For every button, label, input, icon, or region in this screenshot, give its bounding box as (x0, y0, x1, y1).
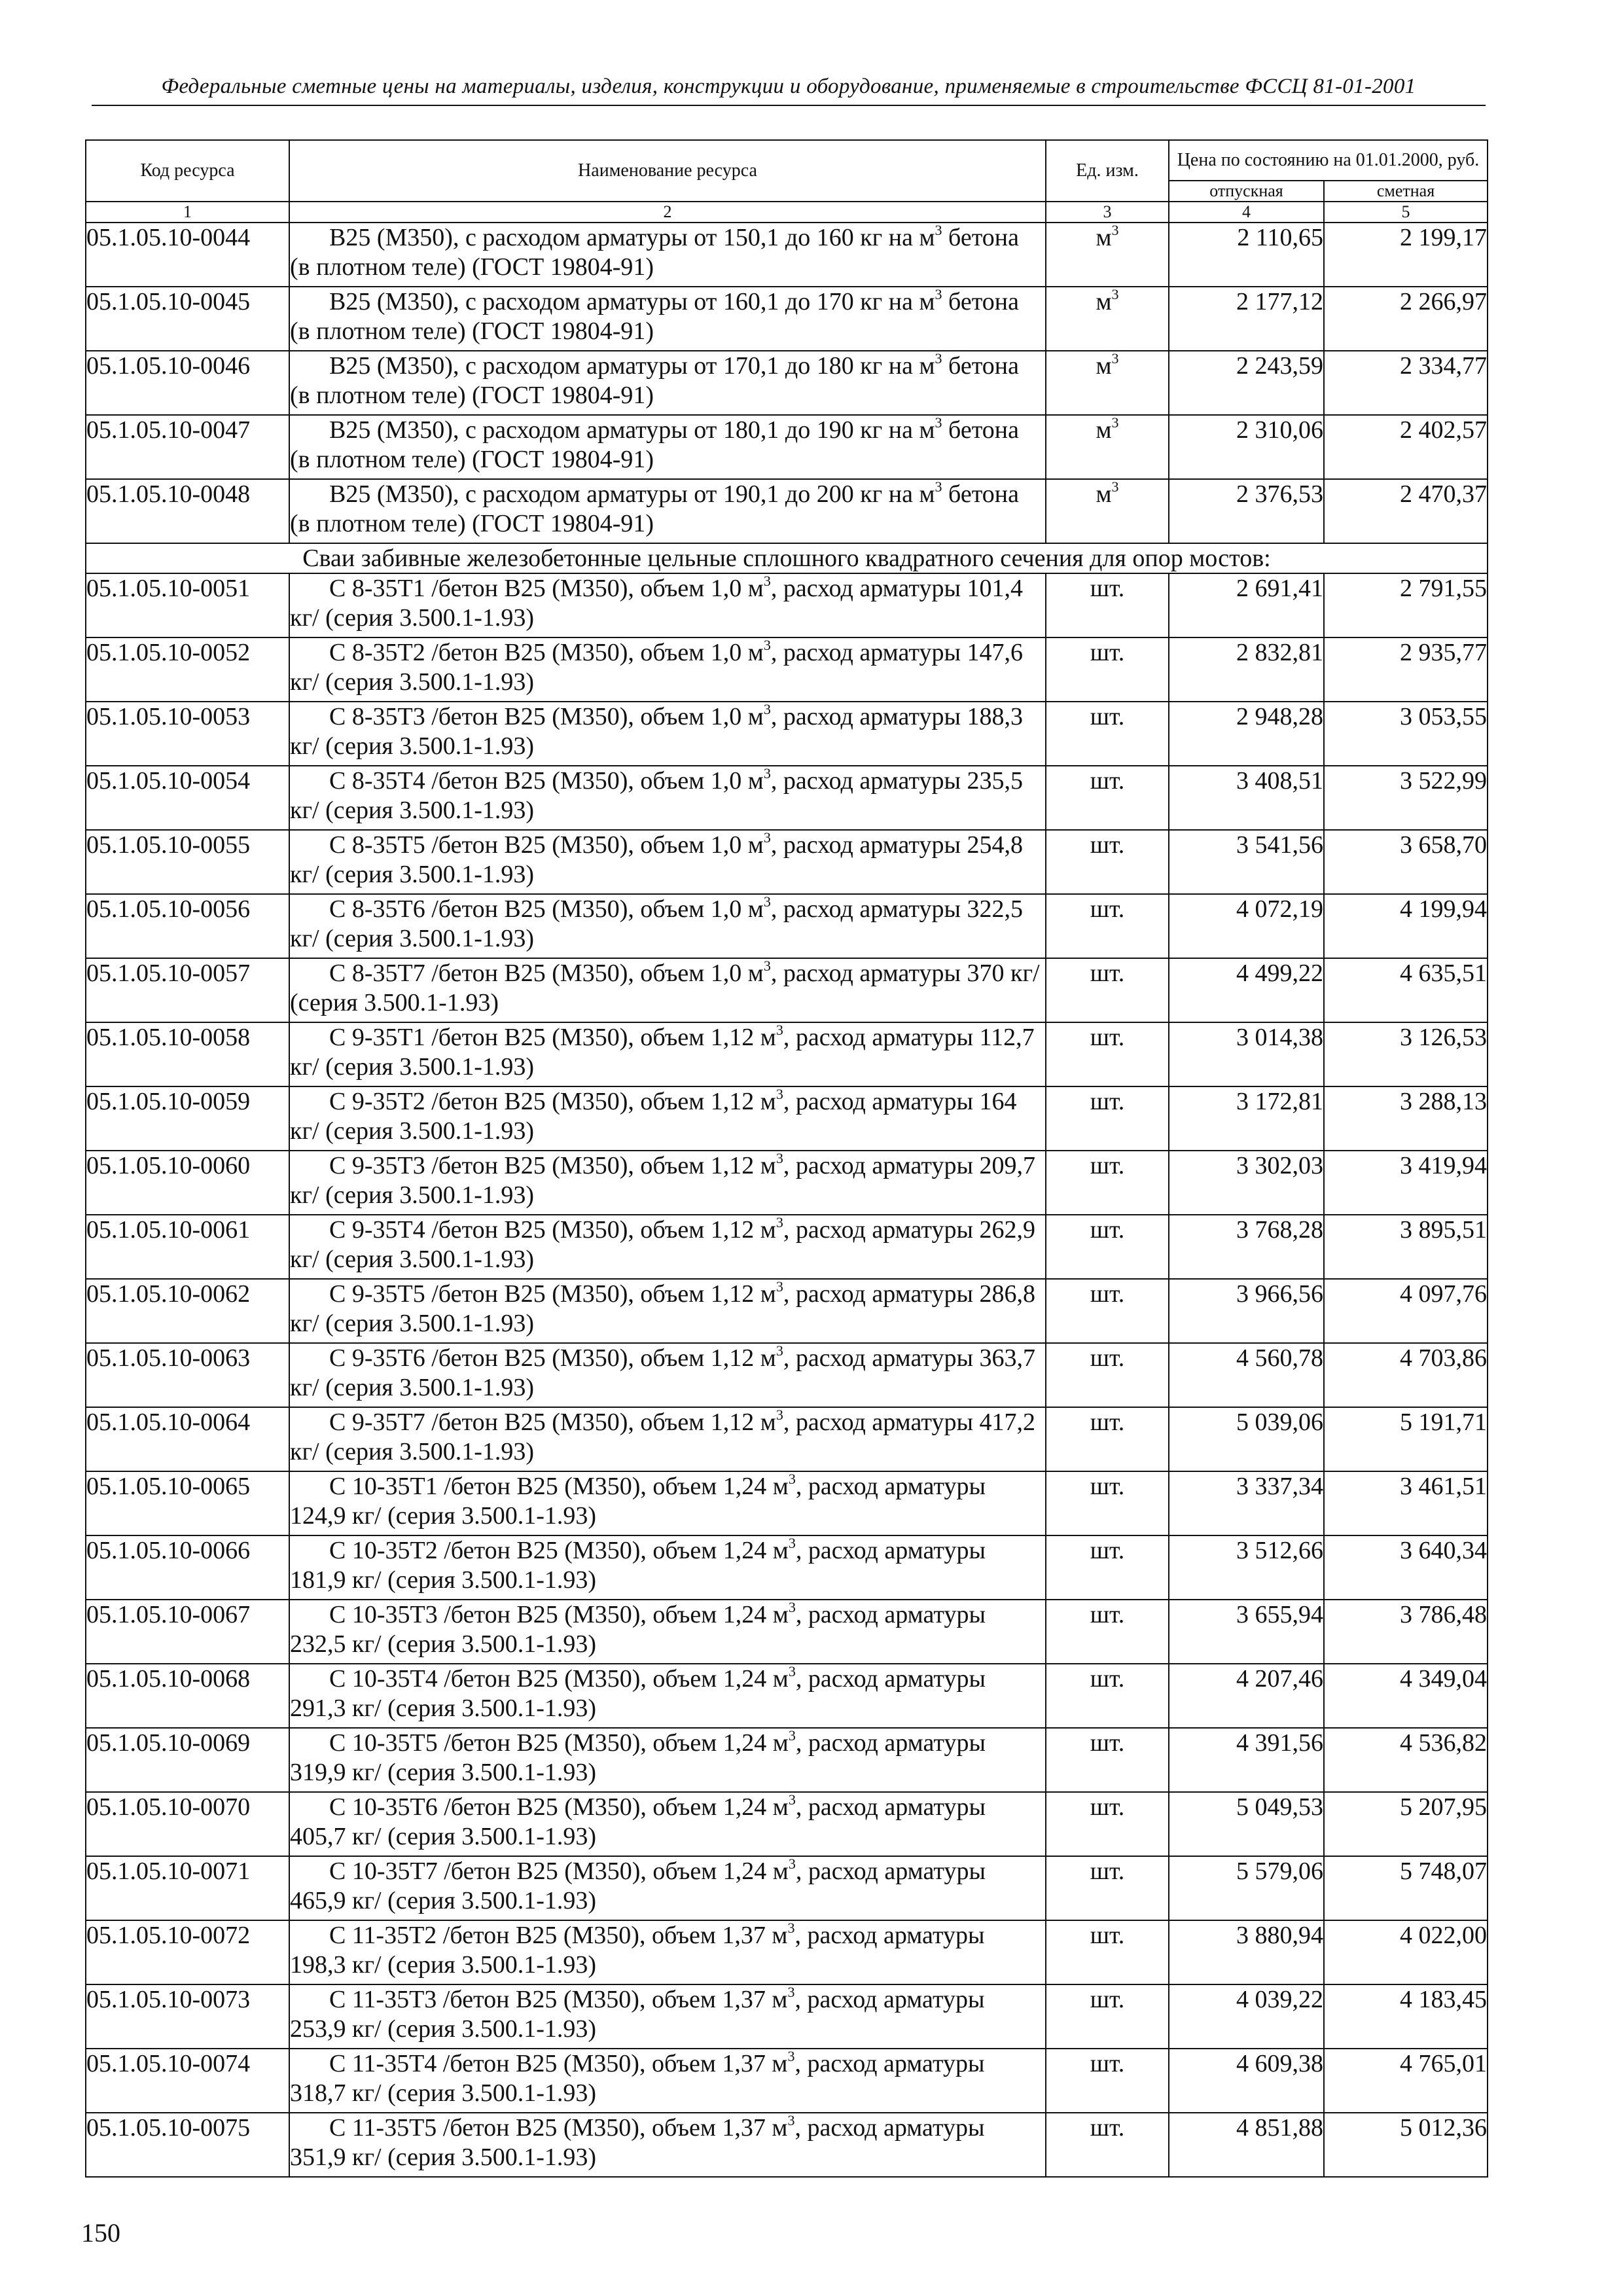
release-price: 3 541,56 (1169, 830, 1324, 894)
estimate-price: 3 419,94 (1324, 1151, 1488, 1215)
section-title: Сваи забивные железобетонные цельные сплошного квадратного сечения для опор мостов: (86, 543, 1488, 573)
header-code: Код ресурса (86, 140, 289, 202)
unit-cell: шт. (1046, 1215, 1169, 1279)
unit-cell: шт. (1046, 1022, 1169, 1086)
estimate-price: 3 786,48 (1324, 1600, 1488, 1664)
resource-name: С 9-35Т2 /бетон B25 (M350), объем 1,12 $м^3$, расход арматуры 164 кг/ (серия 3.500.1-1.93) (289, 1086, 1046, 1151)
estimate-price: 3 895,51 (1324, 1215, 1488, 1279)
release-price: 5 039,06 (1169, 1407, 1324, 1471)
estimate-price: 3 640,34 (1324, 1535, 1488, 1600)
release-price: 2 376,53 (1169, 479, 1324, 543)
unit-cell: шт. (1046, 894, 1169, 958)
table-body-b (86, 573, 1488, 2177)
release-price: 2 310,06 (1169, 415, 1324, 479)
release-price: 2 110,65 (1169, 223, 1324, 287)
estimate-price: 4 199,94 (1324, 894, 1488, 958)
release-price: 3 966,56 (1169, 1279, 1324, 1343)
estimate-price: 5 191,71 (1324, 1407, 1488, 1471)
resource-name: С 10-35Т4 /бетон B25 (M350), объем 1,24 $м^3$, расход арматуры 291,3 кг/ (серия 3.500.1-1.93) (289, 1664, 1046, 1728)
resource-code: 05.1.05.10-0068 (86, 1664, 289, 1728)
resource-name: С 10-35Т7 /бетон B25 (M350), объем 1,24 $м^3$, расход арматуры 465,9 кг/ (серия 3.500.1-1.93) (289, 1856, 1046, 1920)
release-price: 2 832,81 (1169, 637, 1324, 702)
section-row (86, 543, 1488, 573)
table-row (86, 1920, 1488, 1984)
resource-name: B25 (M350), с расходом арматуры от 190,1 до 200 кг на $м^3$ бетона (в плотном теле) (ГОСТ 19804-91) (289, 479, 1046, 543)
estimate-price: 3 288,13 (1324, 1086, 1488, 1151)
unit-cell: $м^3$ (1046, 223, 1169, 287)
resource-name: С 8-35Т7 /бетон B25 (M350), объем 1,0 $м^3$, расход арматуры 370 кг/ (серия 3.500.1-1.93) (289, 958, 1046, 1022)
resource-code: 05.1.05.10-0045 (86, 287, 289, 351)
resource-code: 05.1.05.10-0048 (86, 479, 289, 543)
resource-code: 05.1.05.10-0064 (86, 1407, 289, 1471)
table-row (86, 637, 1488, 702)
table-row (86, 1215, 1488, 1279)
estimate-price: 3 658,70 (1324, 830, 1488, 894)
unit-cell: $м^3$ (1046, 479, 1169, 543)
header-estimate-price: сметная (1324, 181, 1488, 202)
table-row (86, 573, 1488, 637)
estimate-price: 3 053,55 (1324, 702, 1488, 766)
resource-name: С 10-35Т3 /бетон B25 (M350), объем 1,24 $м^3$, расход арматуры 232,5 кг/ (серия 3.500.1-1.93) (289, 1600, 1046, 1664)
release-price: 4 499,22 (1169, 958, 1324, 1022)
table-row (86, 894, 1488, 958)
table-row (86, 1535, 1488, 1600)
header-release-price: отпускная (1169, 181, 1324, 202)
unit-cell: шт. (1046, 1343, 1169, 1407)
resource-name: С 8-35Т1 /бетон B25 (M350), объем 1,0 $м^3$, расход арматуры 101,4 кг/ (серия 3.500.1-1.93) (289, 573, 1046, 637)
resource-name: С 10-35Т6 /бетон B25 (M350), объем 1,24 $м^3$, расход арматуры 405,7 кг/ (серия 3.500.1-1.93) (289, 1792, 1046, 1856)
table-row (86, 1279, 1488, 1343)
estimate-price: 4 635,51 (1324, 958, 1488, 1022)
table-row (86, 1407, 1488, 1471)
estimate-price: 4 097,76 (1324, 1279, 1488, 1343)
release-price: 5 579,06 (1169, 1856, 1324, 1920)
table-row (86, 1600, 1488, 1664)
resource-code: 05.1.05.10-0075 (86, 2113, 289, 2177)
resource-code: 05.1.05.10-0046 (86, 351, 289, 415)
release-price: 2 691,41 (1169, 573, 1324, 637)
estimate-price: 4 765,01 (1324, 2049, 1488, 2113)
unit-cell: шт. (1046, 1535, 1169, 1600)
estimate-price: 2 266,97 (1324, 287, 1488, 351)
table-row (86, 1792, 1488, 1856)
resource-name: С 10-35Т2 /бетон B25 (M350), объем 1,24 $м^3$, расход арматуры 181,9 кг/ (серия 3.500.1-1.93) (289, 1535, 1046, 1600)
release-price: 2 243,59 (1169, 351, 1324, 415)
unit-cell: $м^3$ (1046, 415, 1169, 479)
release-price: 3 337,34 (1169, 1471, 1324, 1535)
resource-code: 05.1.05.10-0055 (86, 830, 289, 894)
column-number: 4 (1169, 202, 1324, 223)
resource-name: С 8-35Т5 /бетон B25 (M350), объем 1,0 $м^3$, расход арматуры 254,8 кг/ (серия 3.500.1-1.93) (289, 830, 1046, 894)
resource-code: 05.1.05.10-0063 (86, 1343, 289, 1407)
column-number: 5 (1324, 202, 1488, 223)
estimate-price: 5 012,36 (1324, 2113, 1488, 2177)
table-row (86, 1984, 1488, 2049)
table-row (86, 1022, 1488, 1086)
table-row (86, 1728, 1488, 1792)
column-number: 2 (289, 202, 1046, 223)
release-price: 3 408,51 (1169, 766, 1324, 830)
resource-name: B25 (M350), с расходом арматуры от 170,1 до 180 кг на $м^3$ бетона (в плотном теле) (ГОСТ 19804-91) (289, 351, 1046, 415)
unit-cell: шт. (1046, 830, 1169, 894)
release-price: 4 391,56 (1169, 1728, 1324, 1792)
header-price: Цена по состоянию на 01.01.2000, руб. (1169, 140, 1488, 181)
release-price: 3 880,94 (1169, 1920, 1324, 1984)
unit-cell: шт. (1046, 1279, 1169, 1343)
estimate-price: 5 748,07 (1324, 1856, 1488, 1920)
table-row (86, 1151, 1488, 1215)
column-number: 1 (86, 202, 289, 223)
estimate-price: 4 183,45 (1324, 1984, 1488, 2049)
unit-cell: шт. (1046, 1664, 1169, 1728)
estimate-price: 2 470,37 (1324, 479, 1488, 543)
unit-cell: шт. (1046, 637, 1169, 702)
unit-cell: шт. (1046, 1792, 1169, 1856)
estimate-price: 3 126,53 (1324, 1022, 1488, 1086)
resource-code: 05.1.05.10-0069 (86, 1728, 289, 1792)
resource-name: С 9-35Т6 /бетон B25 (M350), объем 1,12 $м^3$, расход арматуры 363,7 кг/ (серия 3.500.1-1.93) (289, 1343, 1046, 1407)
unit-cell: $м^3$ (1046, 351, 1169, 415)
price-table (85, 139, 1488, 2178)
resource-code: 05.1.05.10-0065 (86, 1471, 289, 1535)
resource-name: B25 (M350), с расходом арматуры от 150,1 до 160 кг на $м^3$ бетона (в плотном теле) (ГОСТ 19804-91) (289, 223, 1046, 287)
release-price: 2 177,12 (1169, 287, 1324, 351)
table-row (86, 766, 1488, 830)
table-row (86, 415, 1488, 479)
table-body-a (86, 223, 1488, 543)
unit-cell: шт. (1046, 1407, 1169, 1471)
unit-cell: $м^3$ (1046, 287, 1169, 351)
table-row (86, 1471, 1488, 1535)
estimate-price: 2 791,55 (1324, 573, 1488, 637)
unit-cell: шт. (1046, 702, 1169, 766)
table-row (86, 479, 1488, 543)
resource-code: 05.1.05.10-0066 (86, 1535, 289, 1600)
column-number: 3 (1046, 202, 1169, 223)
resource-code: 05.1.05.10-0074 (86, 2049, 289, 2113)
resource-code: 05.1.05.10-0044 (86, 223, 289, 287)
estimate-price: 4 703,86 (1324, 1343, 1488, 1407)
table-row (86, 2113, 1488, 2177)
release-price: 3 302,03 (1169, 1151, 1324, 1215)
unit-cell: шт. (1046, 573, 1169, 637)
resource-code: 05.1.05.10-0070 (86, 1792, 289, 1856)
resource-code: 05.1.05.10-0052 (86, 637, 289, 702)
estimate-price: 2 334,77 (1324, 351, 1488, 415)
header-unit: Ед. изм. (1046, 140, 1169, 202)
unit-cell: шт. (1046, 1471, 1169, 1535)
resource-code: 05.1.05.10-0071 (86, 1856, 289, 1920)
table-row (86, 830, 1488, 894)
resource-code: 05.1.05.10-0072 (86, 1920, 289, 1984)
resource-code: 05.1.05.10-0054 (86, 766, 289, 830)
release-price: 3 768,28 (1169, 1215, 1324, 1279)
release-price: 4 851,88 (1169, 2113, 1324, 2177)
table-row (86, 958, 1488, 1022)
resource-name: С 10-35Т5 /бетон B25 (M350), объем 1,24 $м^3$, расход арматуры 319,9 кг/ (серия 3.500.1-1.93) (289, 1728, 1046, 1792)
unit-cell: шт. (1046, 2049, 1169, 2113)
table-row (86, 351, 1488, 415)
table-row (86, 1343, 1488, 1407)
resource-code: 05.1.05.10-0059 (86, 1086, 289, 1151)
resource-code: 05.1.05.10-0062 (86, 1279, 289, 1343)
release-price: 3 512,66 (1169, 1535, 1324, 1600)
unit-cell: шт. (1046, 1151, 1169, 1215)
unit-cell: шт. (1046, 1728, 1169, 1792)
resource-name: B25 (M350), с расходом арматуры от 180,1 до 190 кг на $м^3$ бетона (в плотном теле) (ГОСТ 19804-91) (289, 415, 1046, 479)
running-header: Федеральные сметные цены на материалы, изделия, конструкции и оборудование, применяемые в строительстве ФССЦ 81-01-2001 (161, 75, 1416, 98)
resource-code: 05.1.05.10-0047 (86, 415, 289, 479)
estimate-price: 4 349,04 (1324, 1664, 1488, 1728)
unit-cell: шт. (1046, 1984, 1169, 2049)
resource-name: С 9-35Т4 /бетон B25 (M350), объем 1,12 $м^3$, расход арматуры 262,9 кг/ (серия 3.500.1-1.93) (289, 1215, 1046, 1279)
resource-name: С 11-35Т2 /бетон B25 (M350), объем 1,37 $м^3$, расход арматуры 198,3 кг/ (серия 3.500.1-1.93) (289, 1920, 1046, 1984)
unit-cell: шт. (1046, 1856, 1169, 1920)
unit-cell: шт. (1046, 1920, 1169, 1984)
table-row (86, 2049, 1488, 2113)
resource-code: 05.1.05.10-0057 (86, 958, 289, 1022)
estimate-price: 2 402,57 (1324, 415, 1488, 479)
unit-cell: шт. (1046, 1086, 1169, 1151)
resource-code: 05.1.05.10-0067 (86, 1600, 289, 1664)
estimate-price: 3 461,51 (1324, 1471, 1488, 1535)
release-price: 4 072,19 (1169, 894, 1324, 958)
resource-name: С 8-35Т2 /бетон B25 (M350), объем 1,0 $м^3$, расход арматуры 147,6 кг/ (серия 3.500.1-1.93) (289, 637, 1046, 702)
release-price: 4 207,46 (1169, 1664, 1324, 1728)
estimate-price: 2 199,17 (1324, 223, 1488, 287)
release-price: 3 655,94 (1169, 1600, 1324, 1664)
release-price: 5 049,53 (1169, 1792, 1324, 1856)
unit-cell: шт. (1046, 1600, 1169, 1664)
resource-code: 05.1.05.10-0053 (86, 702, 289, 766)
resource-code: 05.1.05.10-0060 (86, 1151, 289, 1215)
resource-name: С 9-35Т1 /бетон B25 (M350), объем 1,12 $м^3$, расход арматуры 112,7 кг/ (серия 3.500.1-1.93) (289, 1022, 1046, 1086)
resource-code: 05.1.05.10-0061 (86, 1215, 289, 1279)
table-row (86, 1086, 1488, 1151)
resource-name: С 11-35Т4 /бетон B25 (M350), объем 1,37 $м^3$, расход арматуры 318,7 кг/ (серия 3.500.1-1.93) (289, 2049, 1046, 2113)
resource-name: С 11-35Т5 /бетон B25 (M350), объем 1,37 $м^3$, расход арматуры 351,9 кг/ (серия 3.500.1-1.93) (289, 2113, 1046, 2177)
table-row (86, 1664, 1488, 1728)
resource-code: 05.1.05.10-0058 (86, 1022, 289, 1086)
estimate-price: 4 022,00 (1324, 1920, 1488, 1984)
release-price: 4 560,78 (1169, 1343, 1324, 1407)
table-row (86, 223, 1488, 287)
release-price: 3 172,81 (1169, 1086, 1324, 1151)
resource-code: 05.1.05.10-0051 (86, 573, 289, 637)
resource-name: С 9-35Т3 /бетон B25 (M350), объем 1,12 $м^3$, расход арматуры 209,7 кг/ (серия 3.500.1-1.93) (289, 1151, 1046, 1215)
table-row (86, 702, 1488, 766)
release-price: 4 609,38 (1169, 2049, 1324, 2113)
estimate-price: 5 207,95 (1324, 1792, 1488, 1856)
resource-code: 05.1.05.10-0073 (86, 1984, 289, 2049)
release-price: 3 014,38 (1169, 1022, 1324, 1086)
estimate-price: 3 522,99 (1324, 766, 1488, 830)
resource-name: С 10-35Т1 /бетон B25 (M350), объем 1,24 $м^3$, расход арматуры 124,9 кг/ (серия 3.500.1-1.93) (289, 1471, 1046, 1535)
resource-name: С 8-35Т4 /бетон B25 (M350), объем 1,0 $м^3$, расход арматуры 235,5 кг/ (серия 3.500.1-1.93) (289, 766, 1046, 830)
unit-cell: шт. (1046, 958, 1169, 1022)
resource-name: С 8-35Т3 /бетон B25 (M350), объем 1,0 $м^3$, расход арматуры 188,3 кг/ (серия 3.500.1-1.93) (289, 702, 1046, 766)
header-name: Наименование ресурса (289, 140, 1046, 202)
page-number: 150 (81, 2218, 120, 2248)
section-body (86, 543, 1488, 573)
resource-name: С 9-35Т7 /бетон B25 (M350), объем 1,12 $м^3$, расход арматуры 417,2 кг/ (серия 3.500.1-1.93) (289, 1407, 1046, 1471)
resource-name: С 9-35Т5 /бетон B25 (M350), объем 1,12 $м^3$, расход арматуры 286,8 кг/ (серия 3.500.1-1.93) (289, 1279, 1046, 1343)
header-rule (92, 105, 1486, 106)
table-row (86, 287, 1488, 351)
release-price: 4 039,22 (1169, 1984, 1324, 2049)
unit-cell: шт. (1046, 766, 1169, 830)
estimate-price: 4 536,82 (1324, 1728, 1488, 1792)
resource-name: С 8-35Т6 /бетон B25 (M350), объем 1,0 $м^3$, расход арматуры 322,5 кг/ (серия 3.500.1-1.93) (289, 894, 1046, 958)
resource-name: B25 (M350), с расходом арматуры от 160,1 до 170 кг на $м^3$ бетона (в плотном теле) (ГОСТ 19804-91) (289, 287, 1046, 351)
resource-name: С 11-35Т3 /бетон B25 (M350), объем 1,37 $м^3$, расход арматуры 253,9 кг/ (серия 3.500.1-1.93) (289, 1984, 1046, 2049)
estimate-price: 2 935,77 (1324, 637, 1488, 702)
release-price: 2 948,28 (1169, 702, 1324, 766)
resource-code: 05.1.05.10-0056 (86, 894, 289, 958)
table-row (86, 1856, 1488, 1920)
unit-cell: шт. (1046, 2113, 1169, 2177)
